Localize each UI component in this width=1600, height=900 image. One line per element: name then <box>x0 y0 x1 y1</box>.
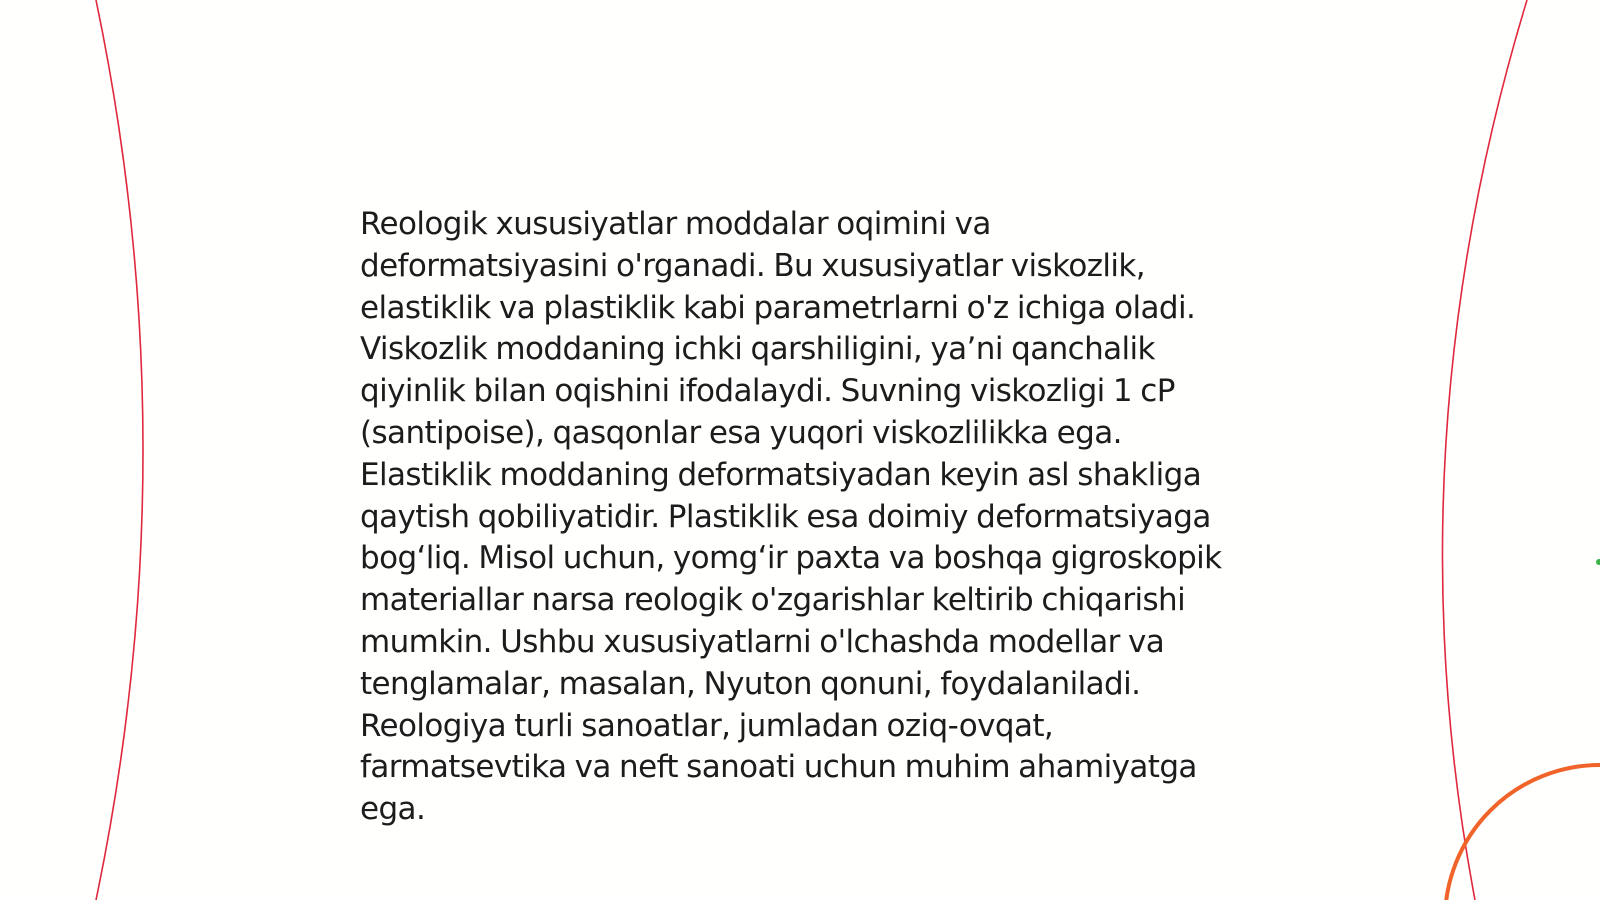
right-arc <box>1442 0 1527 900</box>
accent-circle <box>1445 765 1600 900</box>
left-arc <box>96 0 143 900</box>
body-text: Reologik xususiyatlar moddalar oqimini va deformatsiyasini o'rganadi. Bu xususiyatlar viskozlik, elastiklik va plastiklik kabi parametrlarni o'z ichiga oladi. Viskozlik moddaning ichki qarshiligini, ya’ni qanchalik qiyinlik bilan oqishini ifodalaydi. Suvning viskozligi 1 cP (santipoise), qasqonlar esa yuqori viskozlilikka ega. Elastiklik moddaning deformatsiyadan keyin asl shakliga qaytish qobiliyatidir. Plastiklik esa doimiy deformatsiyaga bog‘liq. Misol uchun, yomg‘ir paxta va boshqa gigroskopik materiallar narsa reologik o'zgarishlar keltirib chiqarishi mumkin. Ushbu xususiyatlarni o'lchashda modellar va tenglamalar, masalan, Nyuton qonuni, foydalaniladi. Reologiya turli sanoatlar, jumladan oziq-ovqat, farmatsevtika va neft sanoati uchun muhim ahamiyatga ega. <box>360 206 1222 828</box>
accent-dot <box>1596 559 1600 565</box>
